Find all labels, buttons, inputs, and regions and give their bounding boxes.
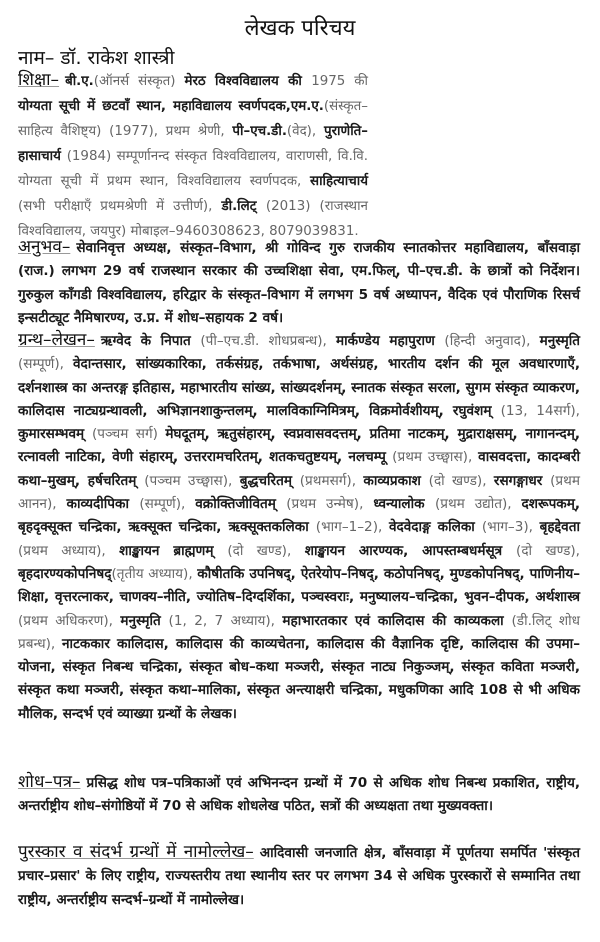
text-note: (1984) सम्पूर्णानन्द संस्कृत विश्वविद्यालय, वाराणसी, वि.वि. योग्यता सूची में प्रथम स्थान, विश्वविद्यालय स्वर्णपदक,: [18, 149, 368, 189]
text-bold: मेघदूतम्, ऋतुसंहारम्, स्वप्नवासवदत्तम्, प्रतिमा नाटकम्, मुद्राराक्षसम्, नागानन्दम्, रत्नावली नाटिका, वेणी संहारम्, उत्तररामचरितम्, शतकचतुष्टयम्, नलचम्पू: [18, 426, 580, 466]
text-bold: मार्कण्डेय महापुराण: [336, 333, 445, 349]
section-label: शिक्षा–: [18, 70, 60, 90]
text-bold: कौषीतकि उपनिषद्, ऐतरेयोप–निषद्, कठोपनिषद्, मुण्डकोपनिषद्, पाणिनीय–शिक्षा, वृत्तरत्नाकर, चाणक्य–नीति, ज्योतिष–दिग्दर्शिका, पञ्चस्वराः, मनुष्यालय–चन्द्रिका, भुवन–दीपक, अर्थशास्त्र: [18, 565, 580, 606]
text-note: (सभी परीक्षाएँ प्रथमश्रेणी में उत्तीर्ण),: [18, 199, 222, 214]
text-note: (डी.लिट् शोध प्रबन्ध),: [18, 612, 581, 652]
text-note: (दो खण्ड),: [516, 542, 580, 559]
section-label: अनुभव–: [18, 237, 71, 257]
text-note: (सम्पूर्ण),: [18, 356, 73, 373]
text-note: (पी–एच.डी. शोधप्रबन्ध),: [200, 333, 337, 349]
text-note: (13, 14सर्ग),: [500, 402, 581, 419]
text-note: (भाग–1–2),: [315, 519, 389, 536]
text-note: (प्रथमसर्ग),: [299, 472, 364, 489]
section-awards: [18, 841, 580, 912]
text-bold: रसगङ्गाधर: [493, 472, 551, 489]
text-note: (संस्कृत–साहित्य वैशिष्ट्य) (1977), प्रथम श्रेणी,: [18, 99, 368, 139]
text-note: (प्रथम उन्मेष),: [286, 496, 374, 513]
text-note: (प्रथम अध्याय),: [18, 542, 120, 559]
text-bold: नाटककार कालिदास, कालिदास की काव्यचेतना, कालिदास की वैज्ञानिक दृष्टि, कालिदास की उपमा–योजना, संस्कृत निबन्ध चन्द्रिका, संस्कृत बोध–कथा मञ्जरी, संस्कृत नाट्य निकुञ्जम्, संस्कृत कविता मञ्जरी, संस्कृत कथा मञ्जरी, संस्कृत कथा–मालिका, संस्कृत अन्त्याक्षरी चन्द्रिका, मधुकणिका आदि 108 से भी अधिक मौलिक, सन्दर्भ एवं व्याख्या ग्रन्थों के लेखक।: [18, 635, 580, 722]
page-title: लेखक परिचय: [244, 16, 356, 41]
text-bold: डी.लिट्: [221, 199, 266, 214]
text-note: (प्रथम उच्छ्वास),: [392, 449, 479, 466]
text-bold: शाङ्खायन ब्राह्मणम्: [119, 542, 228, 559]
text-note: (वेद),: [286, 124, 324, 139]
text-bold: वासवदत्ता, कादम्बरी कथा–मुखम्, हर्षचरितम्: [18, 449, 581, 489]
text-note: (सम्पूर्ण),: [139, 496, 196, 513]
text-bold: ध्वन्यालोक: [373, 496, 435, 513]
text-note: (हिन्दी अनुवाद),: [444, 333, 540, 349]
text-note: (पञ्चम उच्छ्वास),: [144, 472, 240, 489]
text-bold: काव्यदीपिका: [66, 496, 140, 513]
section-research-papers: [18, 771, 580, 819]
text-note: (1, 2, 7 अध्याय),: [168, 612, 283, 629]
text-note: (प्रथम उद्योत),: [434, 496, 522, 513]
text-bold: वेदान्तसार, सांख्यकारिका, तर्कसंग्रह, तर्कभाषा, अर्थसंग्रह, भारतीय दर्शन की मूल अवधारणाएँ, दर्शनशास्त्र का अन्तरङ्ग इतिहास, महाभारतीय सांख्य, सांख्यदर्शनम्, स्नातक संस्कृत सरला, सुगम संस्कृत व्याकरण, कालिदास नाट्यग्रन्थावली, अभिज्ञानशाकुन्तलम्, मालविकाग्निमित्रम्, विक्रमोर्वशीयम्, रघुवंशम्: [18, 356, 580, 419]
text-bold: दशरूपकम्, बृहदृक्सूक्त चन्द्रिका, ऋक्सूक्त चन्द्रिका, ऋक्सूक्तकलिका: [18, 496, 581, 536]
text-bold: बुद्धचरितम्: [239, 472, 300, 489]
text-bold: काव्यप्रकाश: [363, 472, 429, 489]
text-bold: बृहदारण्यकोपनिषद्: [18, 565, 112, 582]
text-bold: वेदवेदाङ्ग कलिका: [388, 519, 482, 536]
text-bold: साहित्याचार्य: [310, 174, 368, 189]
text-note: 1975 की: [311, 74, 368, 89]
text-note: (दो खण्ड),: [428, 472, 494, 489]
text-bold: कुमारसम्भवम्: [18, 426, 92, 443]
text-note: (प्रथम अधिकरण),: [18, 612, 121, 629]
text-bold: आदिवासी जनजाति क्षेत्र, बाँसवाड़ा में पूर्णतया समर्पित 'संस्कृत प्रचार–प्रसार' के लिए राष्ट्रीय, राज्यस्तरीय तथा स्थानीय स्तर पर लगभग 34 से अधिक पुरस्कारों से सम्मानित तथा राष्ट्रीय, अन्तर्राष्ट्रीय सन्दर्भ–ग्रन्थों में नामोल्लेख।: [18, 845, 580, 908]
text-note: (दो खण्ड),: [227, 542, 305, 559]
text-note: (तृतीय अध्याय),: [111, 565, 198, 582]
text-bold: योग्यता सूची में छटवाँ स्थान, महाविद्यालय स्वर्णपदक,एम.ए.: [18, 99, 324, 114]
section-education: [18, 68, 368, 244]
text-note: (पञ्चम सर्ग): [91, 426, 166, 443]
section-label: शोध–पत्र–: [18, 772, 81, 792]
text-bold: ऋग्वेद के निपात: [100, 333, 201, 349]
section-experience: [18, 236, 580, 330]
text-bold: प्रसिद्ध शोध पत्र–पत्रिकाओं एवं अभिनन्दन ग्रन्थों में 70 से अधिक शोध निबन्ध प्रकाशित, राष्ट्रीय, अन्तर्राष्ट्रीय शोध–संगोष्ठियों में 70 से अधिक शोधलेख पठित, सत्रों की अध्यक्षता तथा मुख्यवक्ता।: [18, 775, 580, 815]
text-bold: बी.ए.: [65, 74, 94, 89]
text-bold: मनुस्मृति: [120, 612, 169, 629]
text-bold: वक्रोक्तिजीवितम्: [195, 496, 287, 513]
text-bold: शाङ्खायन आरण्यक, आपस्तम्बधर्मसूत्र: [304, 542, 517, 559]
text-bold: पुराणेति–हासाचार्य: [18, 124, 368, 164]
text-note: (प्रथम आनन),: [18, 472, 580, 513]
section-label: पुरस्कार व संदर्भ ग्रन्थों में नामोल्लेख–: [18, 842, 254, 862]
text-bold: मेरठ विश्वविद्यालय की: [184, 74, 312, 89]
section-label: ग्रन्थ–लेखन–: [18, 330, 95, 350]
section-publications: [18, 329, 580, 726]
author-name: नाम– डॉ. राकेश शास्त्री: [18, 47, 175, 69]
text-bold: पी–एच.डी.: [232, 124, 287, 139]
text-note: (भाग–3),: [481, 519, 540, 536]
text-bold: मनुस्मृति: [539, 333, 580, 349]
text-bold: बृहद्देवता: [539, 519, 580, 536]
text-bold: सेवानिवृत्त अध्यक्ष, संस्कृत–विभाग, श्री गोविन्द गुरु राजकीय स्नातकोत्तर महाविद्यालय, बाँसवाड़ा (राज.) लगभग 29 वर्ष राजस्थान सरकार की उच्चशिक्षा सेवा, एम.फिल्, पी–एच.डी. के छात्रों को निर्देशन। गुरुकुल काँगडी विश्वविद्यालय, हरिद्वार के संस्कृत–विभाग में लगभग 5 वर्ष अध्यापन, वैदिक एवं पौराणिक रिसर्च इन्सटीट्यूट नैमिषारण्य, उ.प्र. में शोध–सहायक 2 वर्ष।: [18, 240, 580, 326]
text-note: (2013) (राजस्थान विश्वविद्यालय, जयपुर) मोबाइल–9460308623, 8079039831.: [18, 199, 368, 239]
text-bold: महाभारतकार एवं कालिदास की काव्यकला: [282, 612, 512, 629]
text-note: (ऑनर्स संस्कृत): [93, 74, 185, 89]
